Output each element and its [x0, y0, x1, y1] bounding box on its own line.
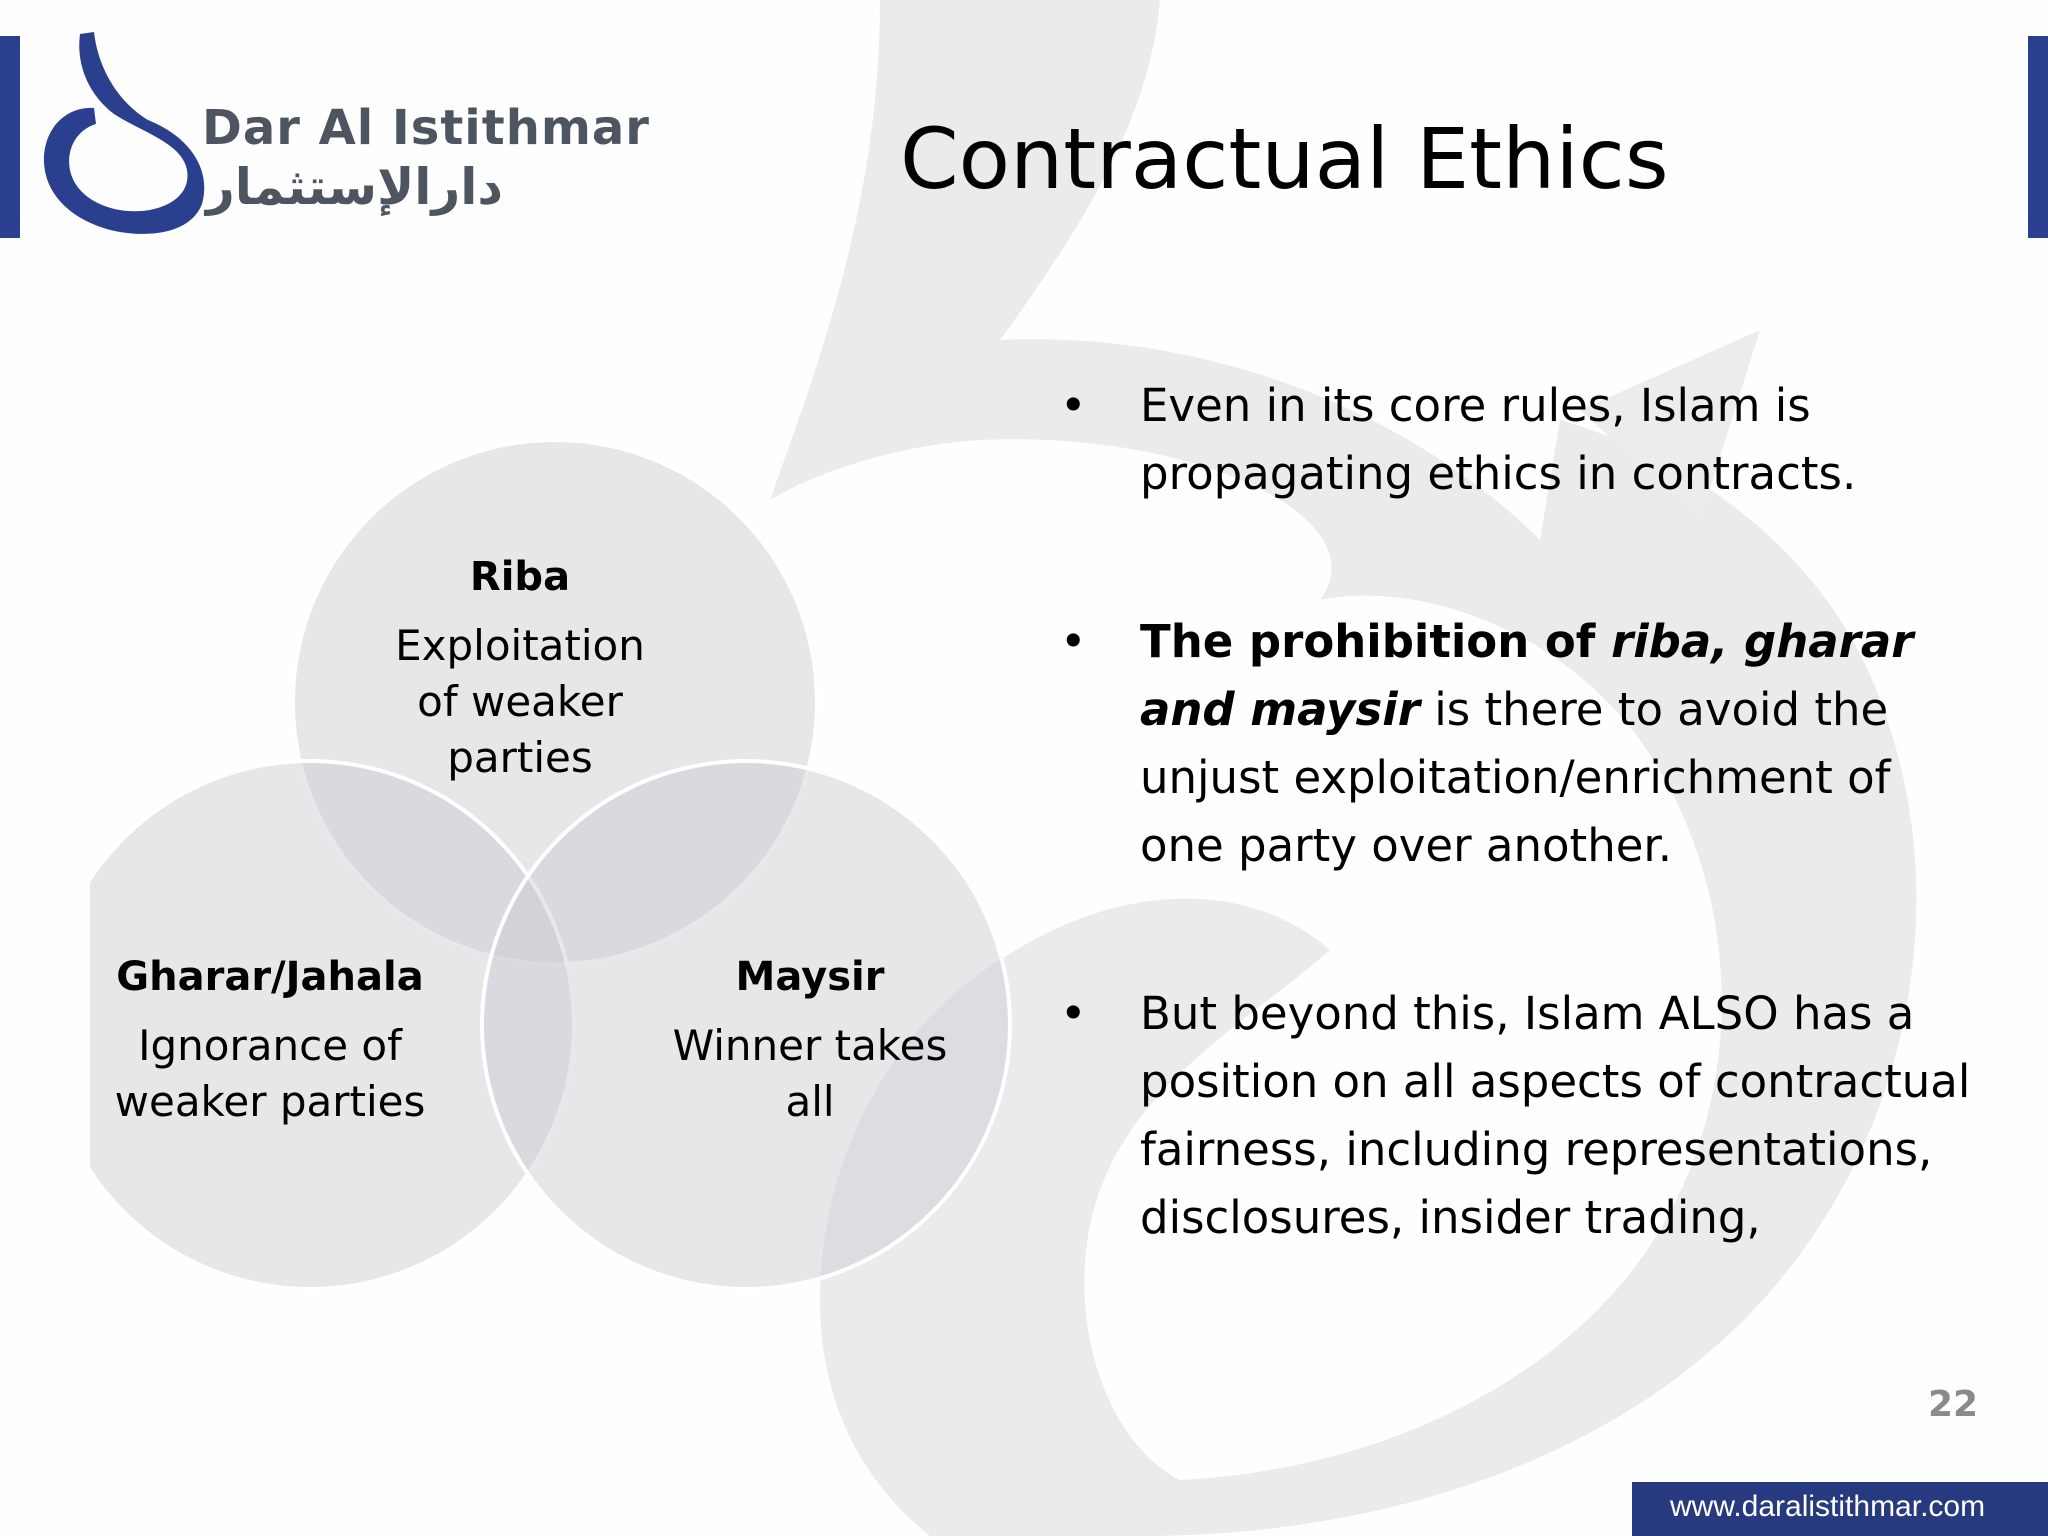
bullet-text: Even in its core rules, Islam is propagating ethics in contracts. — [1140, 379, 1857, 500]
bullet-text-bold-italic: riba, gharar and maysir — [1140, 615, 1914, 736]
logo-name-arabic: دارالإستثمار — [206, 158, 504, 216]
bullet-marker: • — [1060, 615, 1087, 668]
venn-diagram — [90, 430, 1020, 1310]
logo-name-english: Dar Al Istithmar — [202, 100, 650, 156]
footer-url: www.daralistithmar.com — [1670, 1490, 1986, 1523]
logo-mark-icon — [36, 28, 216, 238]
venn-description: Winner takes all — [672, 1021, 948, 1126]
venn-heading: Gharar/Jahala — [116, 954, 424, 1000]
footer-band — [1632, 1482, 2048, 1536]
slide-title: Contractual Ethics — [900, 110, 1669, 208]
bullet-text: But beyond this, Islam ALSO has a position on all aspects of contractual fairness, including representations, disclosures, insider trading, — [1140, 987, 1971, 1244]
bullet-item — [1050, 608, 1980, 880]
venn-description: Ignorance of weaker parties — [114, 1021, 426, 1126]
bullet-text: is there to avoid the unjust exploitation/enrichment of one party over another. — [1140, 683, 1891, 872]
company-logo — [36, 28, 650, 248]
bullet-marker: • — [1060, 987, 1087, 1040]
right-accent-bar — [2028, 36, 2048, 238]
venn-description: Exploitation of weaker parties — [395, 621, 645, 782]
left-accent-bar — [0, 36, 20, 238]
bullet-list — [1050, 372, 1980, 1252]
venn-heading: Maysir — [735, 954, 885, 1000]
bullet-item — [1050, 980, 1980, 1252]
bullet-text-bold: The prohibition of — [1140, 615, 1612, 668]
venn-heading: Riba — [469, 554, 571, 600]
venn-label-riba — [370, 554, 670, 786]
bullet-marker: • — [1060, 379, 1087, 432]
venn-label-gharar — [110, 954, 430, 1130]
venn-label-maysir — [650, 954, 970, 1130]
bullet-item — [1050, 372, 1980, 508]
page-number: 22 — [1928, 1384, 1979, 1425]
